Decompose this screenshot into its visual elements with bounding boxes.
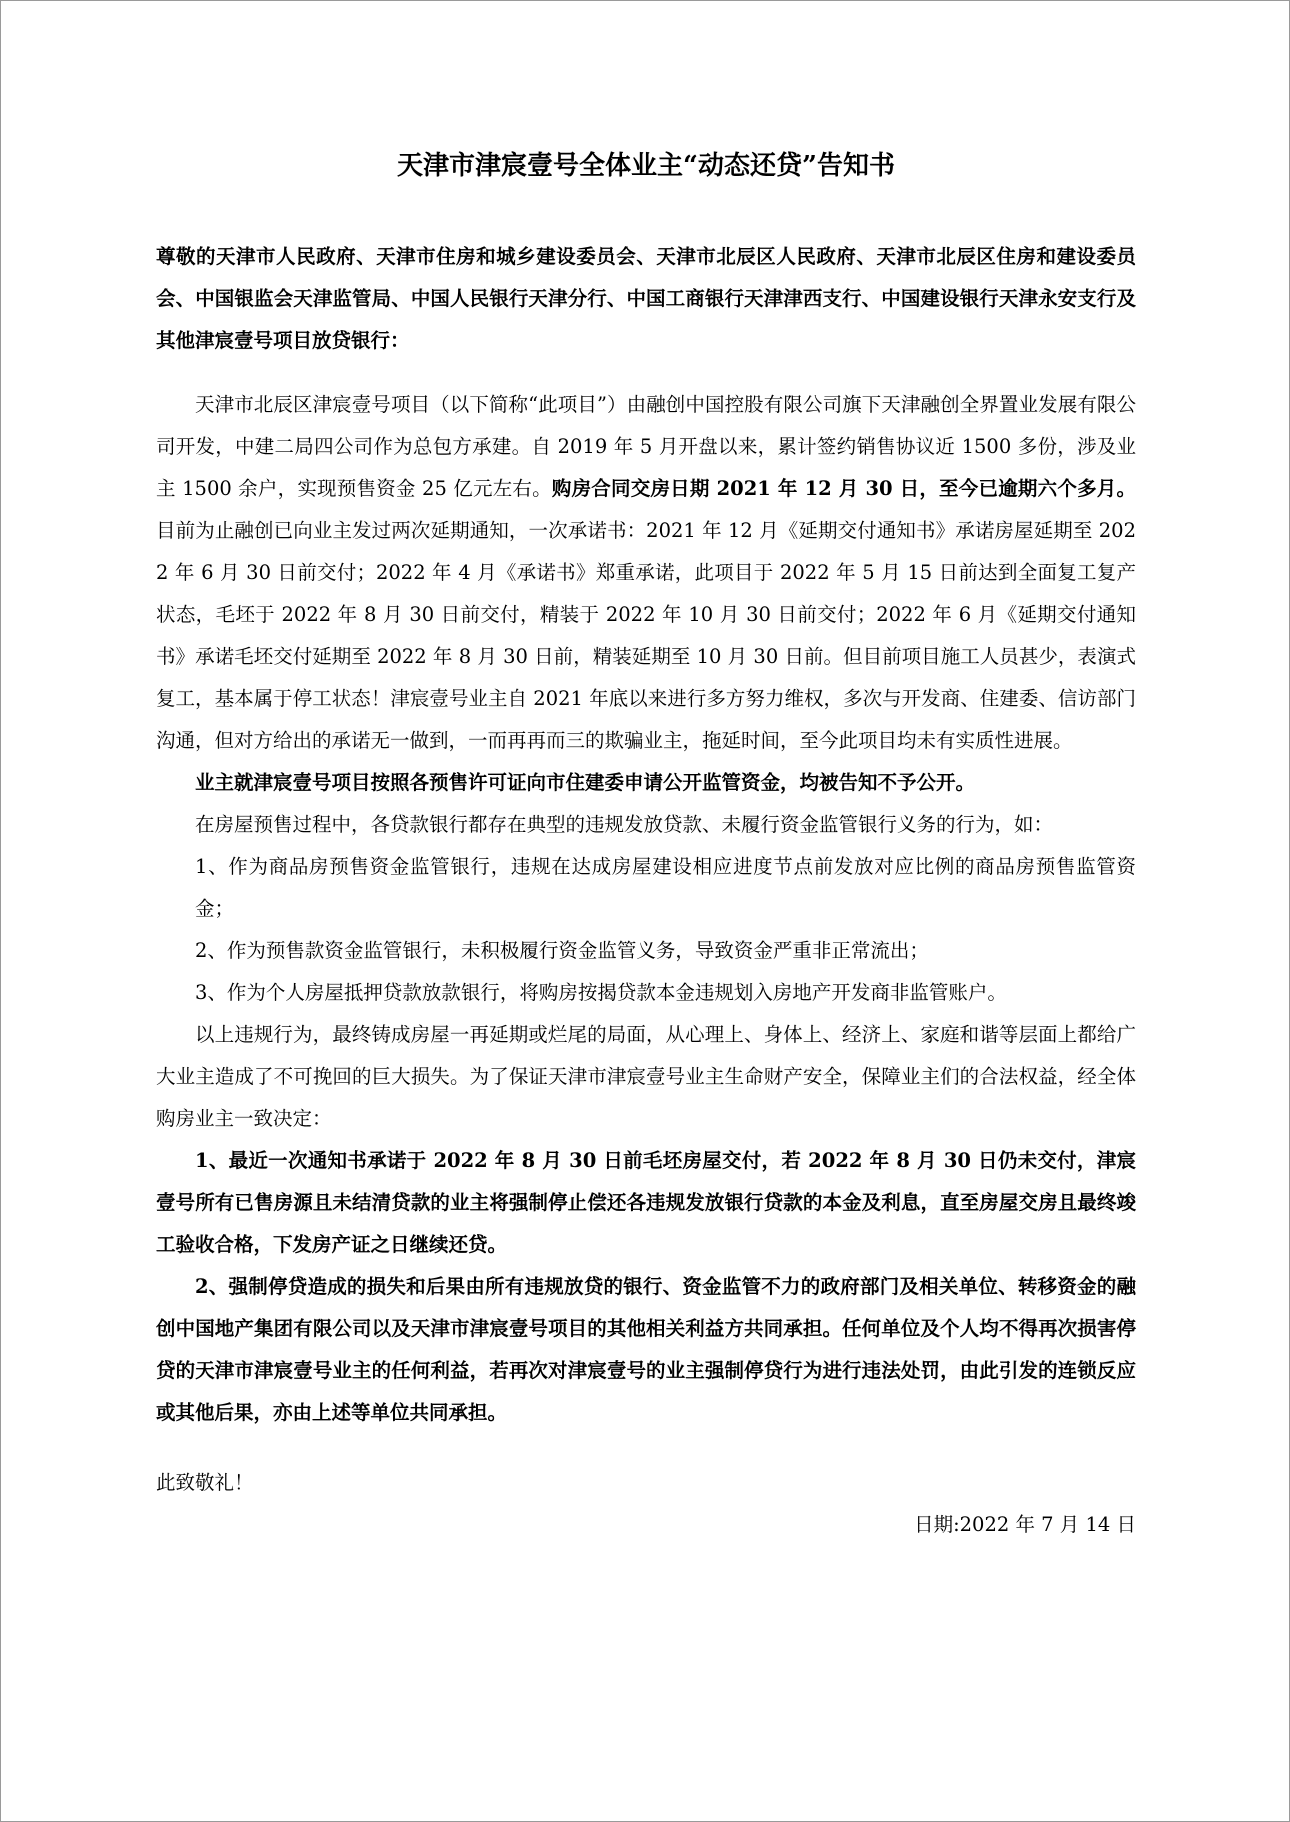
addressee: 尊敬的天津市人民政府、天津市住房和城乡建设委员会、天津市北辰区人民政府、天津市北辰区住房和建设委员会、中国银监会天津监管局、中国人民银行天津分行、中国工商银行天津津西支行、中国建设银行天津永安支行及其他津宸壹号项目放贷银行： <box>156 245 1136 352</box>
violation-item-2: 2、作为预售款资金监管银行，未积极履行资金监管义务，导致资金严重非正常流出； <box>195 939 929 962</box>
document-body <box>156 146 1136 1546</box>
closing-salutation: 此致敬礼！ <box>156 1471 254 1494</box>
violation-item-1: 1、作为商品房预售资金监管银行，违规在达成房屋建设相应进度节点前发放对应比例的商品房预售监管资金； <box>195 855 1136 920</box>
decision-item-2: 2、强制停贷造成的损失和后果由所有违规放贷的银行、资金监管不力的政府部门及相关单位、转移资金的融创中国地产集团有限公司以及天津市津宸壹号项目的其他相关利益方共同承担。任何单位及个人均不得再次损害停贷的天津市津宸壹号业主的任何利益，若再次对津宸壹号的业主强制停贷行为进行违法处罚，由此引发的连锁反应或其他后果，亦由上述等单位共同承担。 <box>156 1275 1136 1424</box>
document-title: 天津市津宸壹号全体业主“动态还贷”告知书 <box>397 151 895 181</box>
document-date: 日期:2022 年 7 月 14 日 <box>914 1513 1136 1536</box>
delay-history-text: 目前为止融创已向业主发过两次延期通知，一次承诺书：2021 年 12 月《延期交付通知书》承诺房屋延期至 2022 年 6 月 30 日前交付；2022 年 4 月《承诺书》郑重承诺，此项目于 2022 年 5 月 15 日前达到全面复工复产状态，毛坯于 2022 年 8 月 30 日前交付，精装于 2022 年 10 月 30 日前交付；2022 年 6 月《延期交付通知书》承诺毛坯交付延期至 2022 年 8 月 30 日前，精装延期至 10 月 30 日前。但目前项目施工人员甚少，表演式复工，基本属于停工状态！津宸壹号业主自 2021 年底以来进行多方努力维权，多次与开发商、住建委、信访部门沟通，但对方给出的承诺无一做到，一而再再而三的欺骗业主，拖延时间，至今此项目均未有实质性进展。 <box>156 519 1136 752</box>
violation-item-3: 3、作为个人房屋抵押贷款放款银行，将购房按揭贷款本金违规划入房地产开发商非监管账户。 <box>195 981 1007 1004</box>
paragraph-project-background <box>156 384 1136 762</box>
paragraph-consequences: 以上违规行为，最终铸成房屋一再延期或烂尾的局面，从心理上、身体上、经济上、家庭和谐等层面上都给广大业主造成了不可挽回的巨大损失。为了保证天津市津宸壹号业主生命财产安全，保障业主们的合法权益，经全体购房业主一致决定： <box>156 1023 1136 1130</box>
overdue-statement: 购房合同交房日期 2021 年 12 月 30 日，至今已逾期六个多月。 <box>551 477 1136 500</box>
spacer <box>156 1434 1136 1462</box>
background-text: 天津市北辰区津宸壹号项目（以下简称“此项目”）由融创中国控股有限公司旗下天津融创全界置业发展有限公司开发，中建二局四公司作为总包方承建。自 2019 年 5 月开盘以来，累计签约销售协议近 1500 多份，涉及业主 1500 余户，实现预售资金 25 亿元左右。 <box>156 393 1136 500</box>
paragraph-bank-violations-intro: 在房屋预售过程中，各贷款银行都存在典型的违规发放贷款、未履行资金监管银行义务的行为，如： <box>195 813 1054 836</box>
paragraph-fund-disclosure: 业主就津宸壹号项目按照各预售许可证向市住建委申请公开监管资金，均被告知不予公开。 <box>195 771 976 794</box>
decision-item-1: 1、最近一次通知书承诺于 2022 年 8 月 30 日前毛坯房屋交付，若 2022 年 8 月 30 日仍未交付，津宸壹号所有已售房源且未结清贷款的业主将强制停止偿还各违规发放银行贷款的本金及利息，直至房屋交房且最终竣工验收合格，下发房产证之日继续还贷。 <box>156 1149 1136 1256</box>
